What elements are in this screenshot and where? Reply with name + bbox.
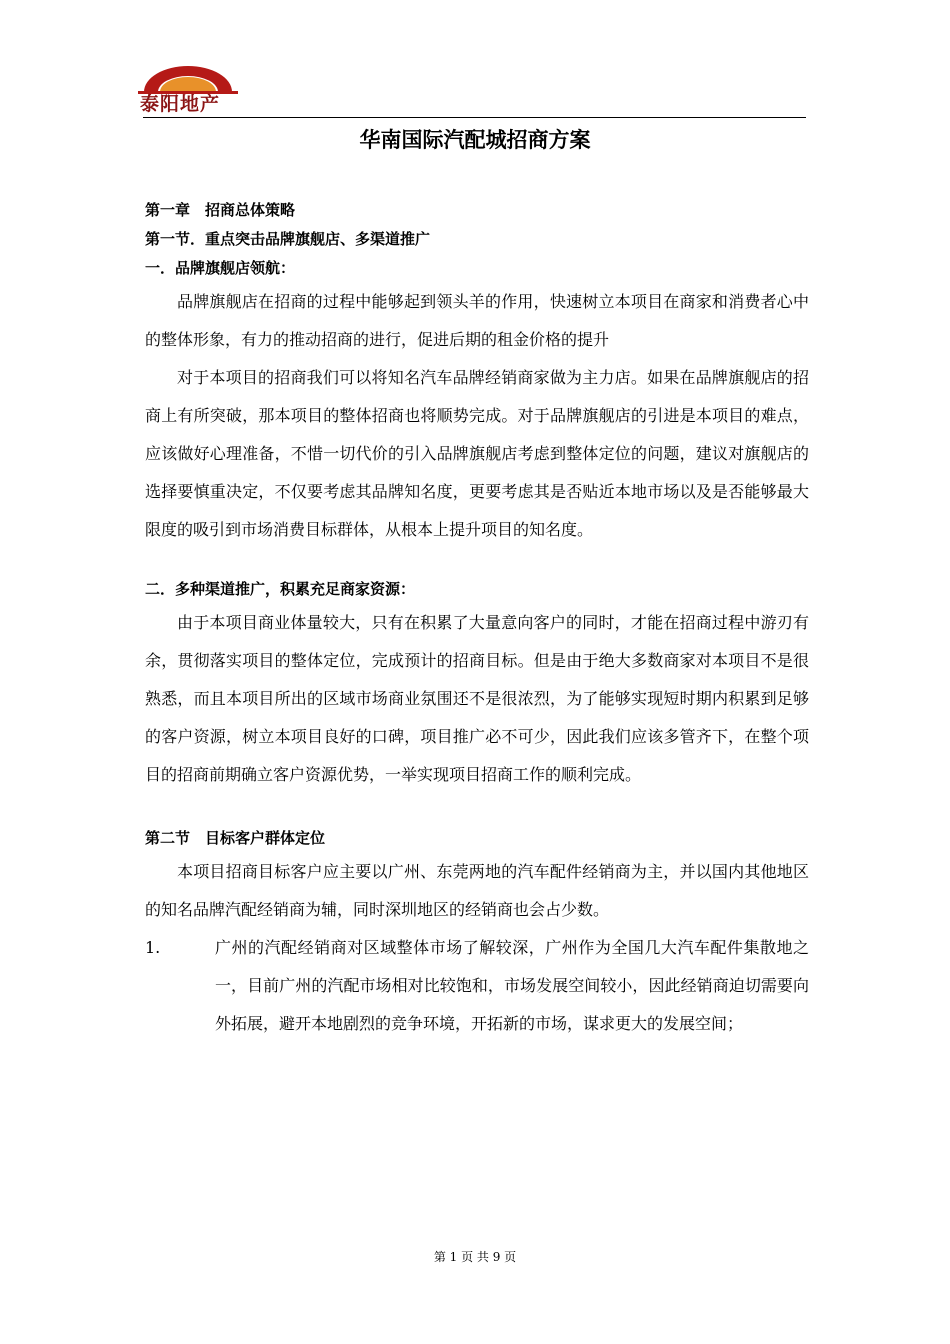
header-divider	[143, 117, 806, 118]
section-heading: 第二节 目标客户群体定位	[145, 829, 326, 847]
chapter-heading: 第一章 招商总体策略	[145, 201, 296, 219]
logo-text: 泰阳地产	[140, 93, 221, 115]
paragraph: 品牌旗舰店在招商的过程中能够起到领头羊的作用，快速树立本项目在商家和消费者心中的整体形象，有力的推动招商的进行，促进后期的租金价格的提升	[145, 292, 809, 349]
list-item	[145, 929, 809, 1043]
page-footer: 第 1 页 共 9 页	[433, 1250, 517, 1264]
subsection-heading: 二．多种渠道推广，积累充足商家资源：	[145, 580, 416, 598]
document-title: 华南国际汽配城招商方案	[359, 128, 591, 152]
subsection-heading: 一．品牌旗舰店领航：	[145, 259, 296, 277]
list-number: 1.	[145, 938, 161, 957]
document-body	[145, 196, 809, 1043]
section-heading: 第一节．重点突击品牌旗舰店、多渠道推广	[145, 230, 431, 248]
paragraph: 对于本项目的招商我们可以将知名汽车品牌经销商家做为主力店。如果在品牌旗舰店的招商上有所突破，那本项目的整体招商也将顺势完成。对于品牌旗舰店的引进是本项目的难点，应该做好心理准备，不惜一切代价的引入品牌旗舰店考虑到整体定位的问题，建议对旗舰店的选择要慎重决定，不仅要考虑其品牌知名度，更要考虑其是否贴近本地市场以及是否能够最大限度的吸引到市场消费目标群体，从根本上提升项目的知名度。	[145, 368, 809, 539]
company-logo	[138, 62, 238, 116]
paragraph: 由于本项目商业体量较大，只有在积累了大量意向客户的同时，才能在招商过程中游刃有余，贯彻落实项目的整体定位，完成预计的招商目标。但是由于绝大多数商家对本项目不是很熟悉，而且本项目所出的区域市场商业氛围还不是很浓烈，为了能够实现短时期内积累到足够的客户资源，树立本项目良好的口碑，项目推广必不可少，因此我们应该多管齐下，在整个项目的招商前期确立客户资源优势，一举实现项目招商工作的顺利完成。	[145, 613, 809, 784]
paragraph: 本项目招商目标客户应主要以广州、东莞两地的汽车配件经销商为主，并以国内其他地区的知名品牌汽配经销商为辅，同时深圳地区的经销商也会占少数。	[145, 862, 809, 919]
list-text: 广州的汽配经销商对区域整体市场了解较深，广州作为全国几大汽车配件集散地之一，目前广州的汽配市场相对比较饱和，市场发展空间较小，因此经销商迫切需要向外拓展，避开本地剧烈的竞争环境，开拓新的市场，谋求更大的发展空间；	[215, 938, 809, 1033]
